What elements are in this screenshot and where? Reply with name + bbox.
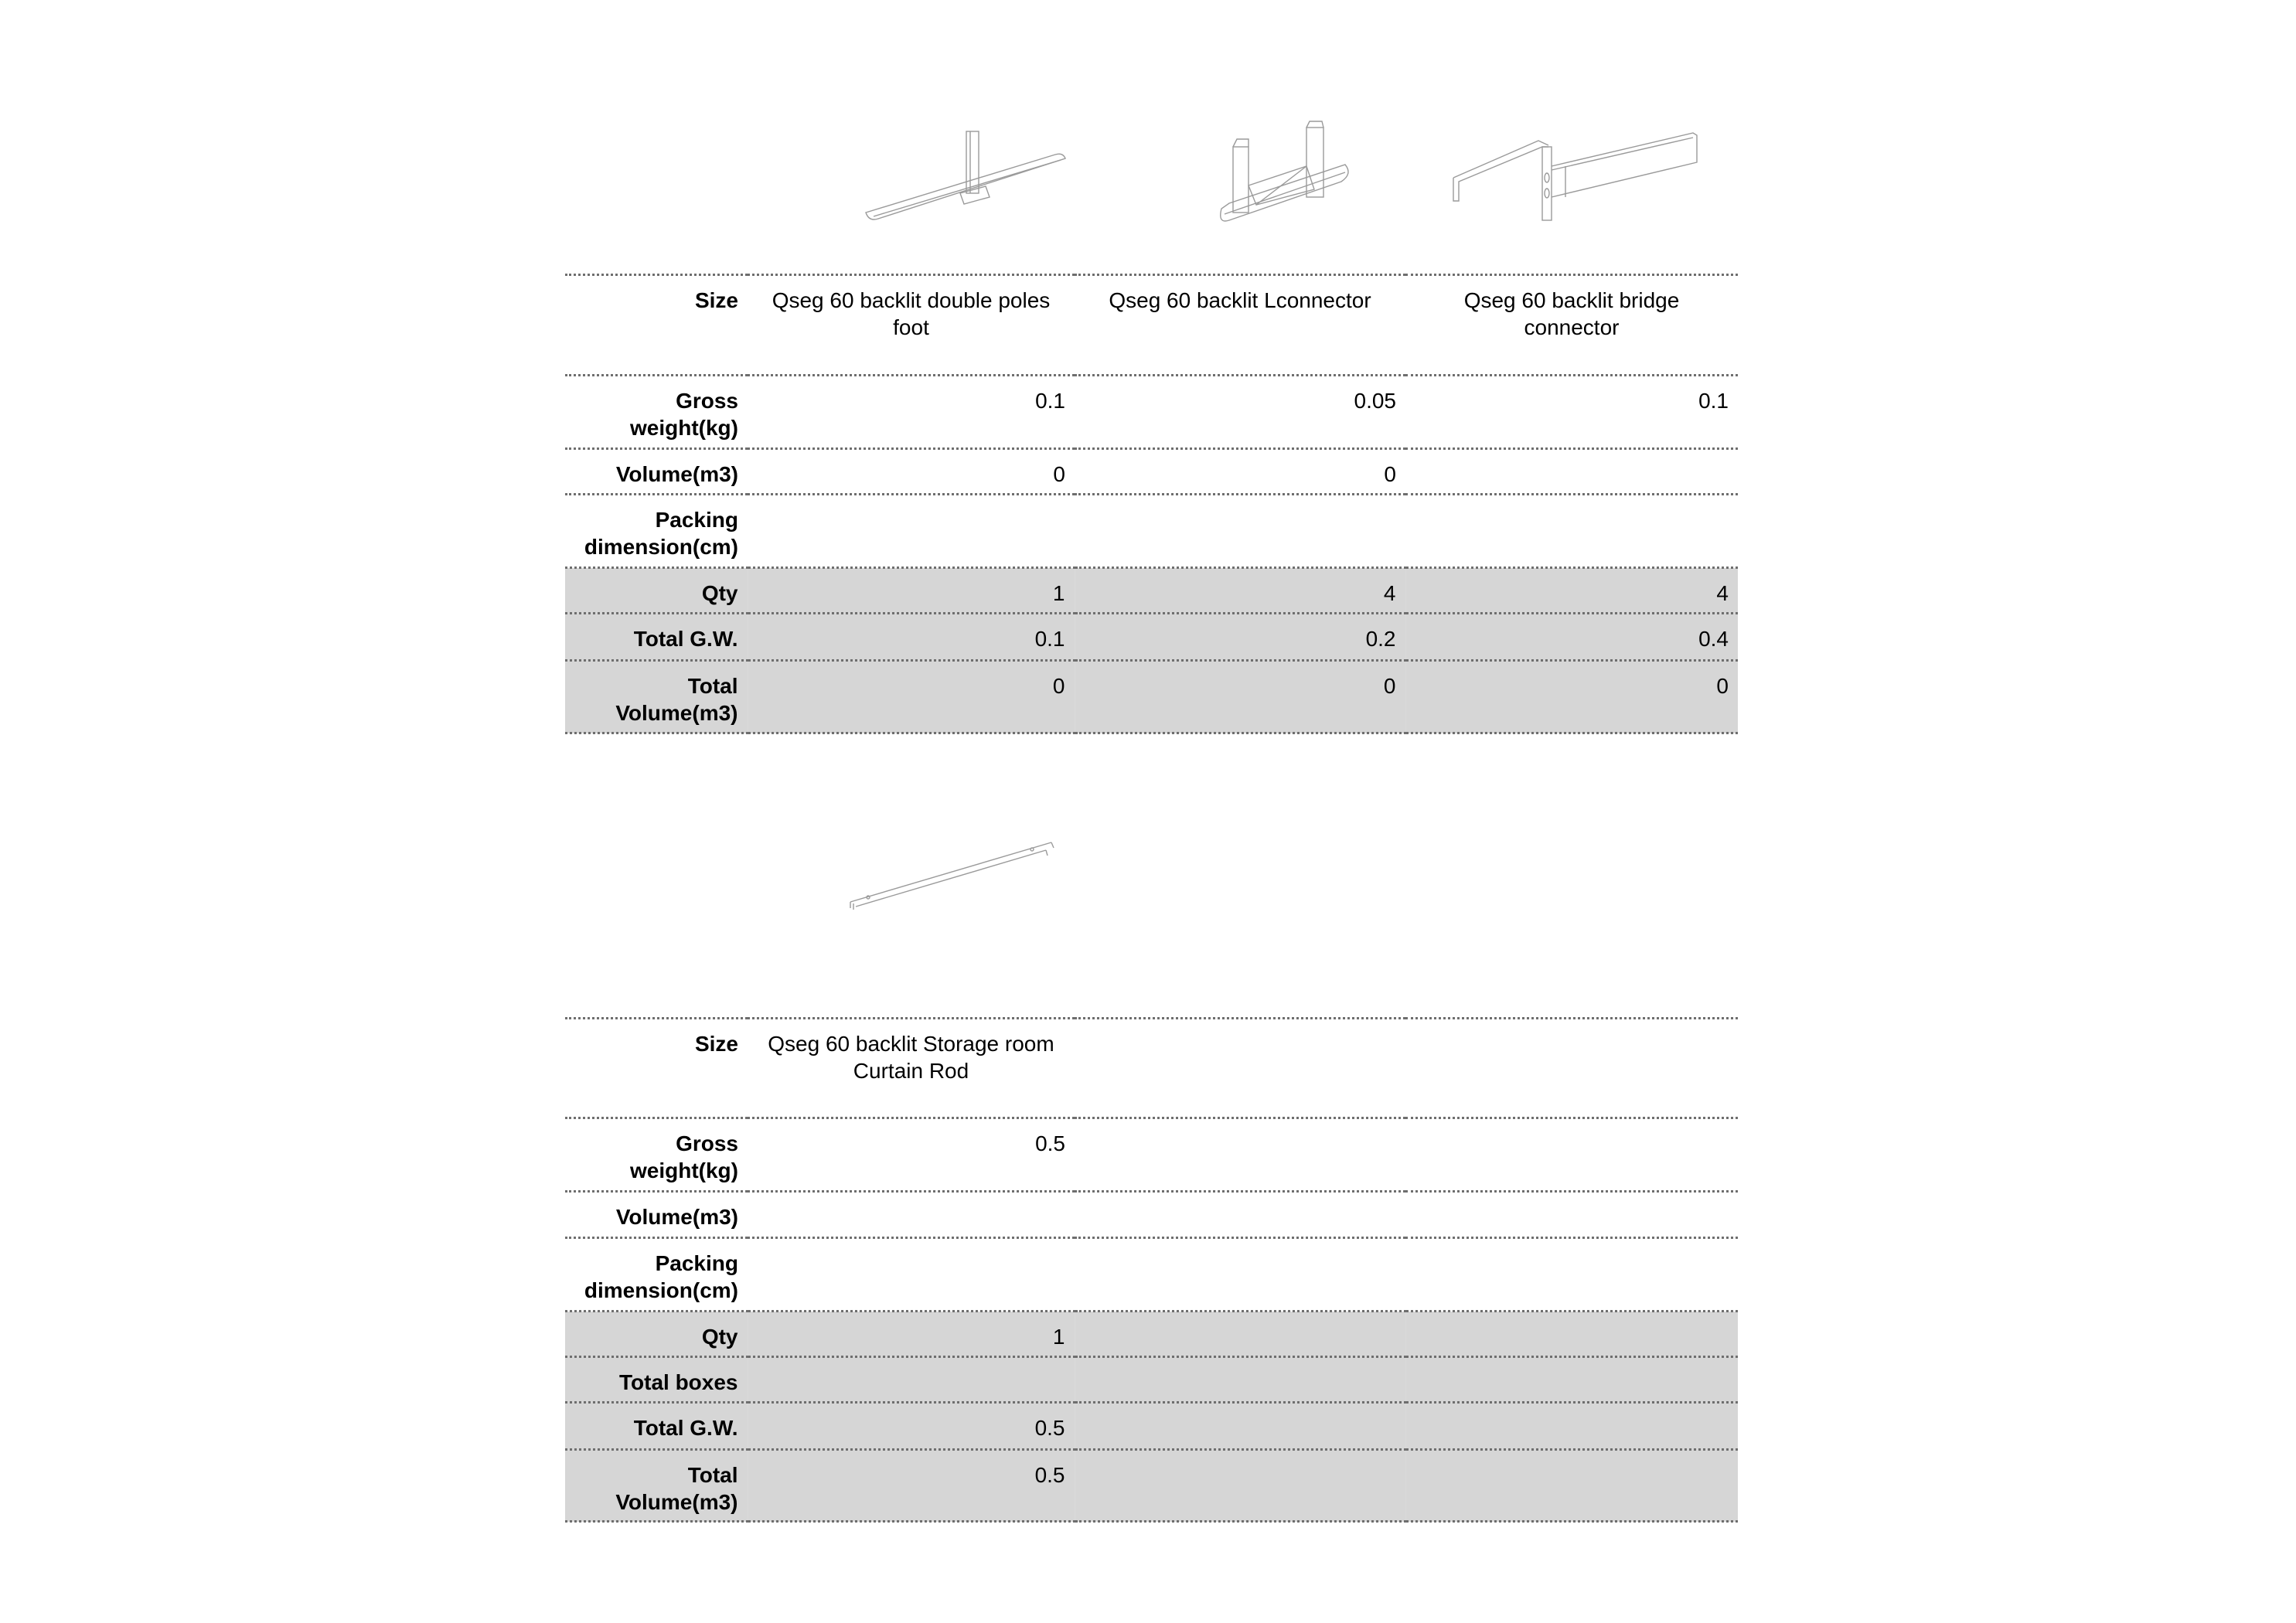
row-label: Total G.W. bbox=[565, 1403, 748, 1450]
table-row bbox=[565, 1403, 1738, 1450]
cell: 0 bbox=[1075, 449, 1405, 495]
cell: 0 bbox=[748, 449, 1075, 495]
cell bbox=[748, 495, 1075, 568]
table-row bbox=[565, 376, 1738, 449]
row-label: Qty bbox=[565, 1312, 748, 1357]
cell: 0.5 bbox=[748, 1450, 1075, 1522]
cell: 0.1 bbox=[748, 614, 1075, 661]
row-label: Gross weight(kg) bbox=[565, 376, 748, 449]
row-label: Total Volume(m3) bbox=[565, 661, 748, 733]
cell bbox=[1075, 1238, 1405, 1312]
cell: 4 bbox=[1075, 568, 1405, 614]
cell: 1 bbox=[748, 1312, 1075, 1357]
cell: 4 bbox=[1405, 568, 1738, 614]
table-row bbox=[565, 1312, 1738, 1357]
cell bbox=[1405, 1357, 1738, 1403]
table-row bbox=[565, 1192, 1738, 1238]
cell bbox=[1405, 495, 1738, 568]
cell bbox=[1075, 1192, 1405, 1238]
cell bbox=[1405, 1192, 1738, 1238]
table-row bbox=[565, 568, 1738, 614]
cell bbox=[1405, 1118, 1738, 1192]
cell: 0.05 bbox=[1075, 376, 1405, 449]
cell bbox=[1405, 1450, 1738, 1522]
cell: Qseg 60 backlit Storage room Curtain Rod bbox=[748, 1019, 1075, 1118]
row-label: Qty bbox=[565, 568, 748, 614]
cell: Qseg 60 backlit Lconnector bbox=[1075, 275, 1405, 376]
table-row bbox=[565, 449, 1738, 495]
row-label: Volume(m3) bbox=[565, 1192, 748, 1238]
cell bbox=[748, 1357, 1075, 1403]
cell bbox=[1075, 1019, 1405, 1118]
table-row bbox=[565, 495, 1738, 568]
cell: 0.1 bbox=[748, 376, 1075, 449]
table-row bbox=[565, 1450, 1738, 1522]
cell: 0 bbox=[748, 661, 1075, 733]
table-row bbox=[565, 1238, 1738, 1312]
cell bbox=[1075, 1403, 1405, 1450]
cell: Qseg 60 backlit double poles foot bbox=[748, 275, 1075, 376]
cell bbox=[1075, 1118, 1405, 1192]
cell bbox=[1405, 1019, 1738, 1118]
cell bbox=[1405, 1312, 1738, 1357]
spec-table-1 bbox=[565, 274, 1738, 734]
row-label: Gross weight(kg) bbox=[565, 1118, 748, 1192]
curtain-rod-drawing bbox=[847, 839, 1063, 912]
cell: 0.1 bbox=[1405, 376, 1738, 449]
cell: Qseg 60 backlit bridge connector bbox=[1405, 275, 1738, 376]
table-row bbox=[565, 275, 1738, 376]
cell bbox=[1075, 1312, 1405, 1357]
table-row bbox=[565, 1019, 1738, 1118]
row-label: Size bbox=[565, 1019, 748, 1118]
cell bbox=[748, 1192, 1075, 1238]
cell: 0.5 bbox=[748, 1118, 1075, 1192]
row-label: Volume(m3) bbox=[565, 449, 748, 495]
cell: 0.5 bbox=[748, 1403, 1075, 1450]
row-label: Total Volume(m3) bbox=[565, 1450, 748, 1522]
table-row bbox=[565, 661, 1738, 733]
cell bbox=[1405, 449, 1738, 495]
cell: 0.4 bbox=[1405, 614, 1738, 661]
row-label: Packing dimension(cm) bbox=[565, 1238, 748, 1312]
row-label: Size bbox=[565, 275, 748, 376]
table-row bbox=[565, 614, 1738, 661]
bridge-connector-drawing bbox=[1449, 124, 1712, 228]
cell bbox=[1405, 1403, 1738, 1450]
l-connector-drawing bbox=[1214, 120, 1368, 228]
table-row bbox=[565, 1118, 1738, 1192]
double-poles-foot-drawing bbox=[858, 128, 1090, 232]
cell bbox=[1405, 1238, 1738, 1312]
cell bbox=[1075, 1357, 1405, 1403]
cell: 0 bbox=[1405, 661, 1738, 733]
spec-table-2 bbox=[565, 1017, 1738, 1523]
cell: 0 bbox=[1075, 661, 1405, 733]
table-row bbox=[565, 1357, 1738, 1403]
row-label: Total G.W. bbox=[565, 614, 748, 661]
cell: 0.2 bbox=[1075, 614, 1405, 661]
cell bbox=[1075, 1450, 1405, 1522]
row-label: Packing dimension(cm) bbox=[565, 495, 748, 568]
row-label: Total boxes bbox=[565, 1357, 748, 1403]
cell bbox=[1075, 495, 1405, 568]
cell bbox=[748, 1238, 1075, 1312]
cell: 1 bbox=[748, 568, 1075, 614]
